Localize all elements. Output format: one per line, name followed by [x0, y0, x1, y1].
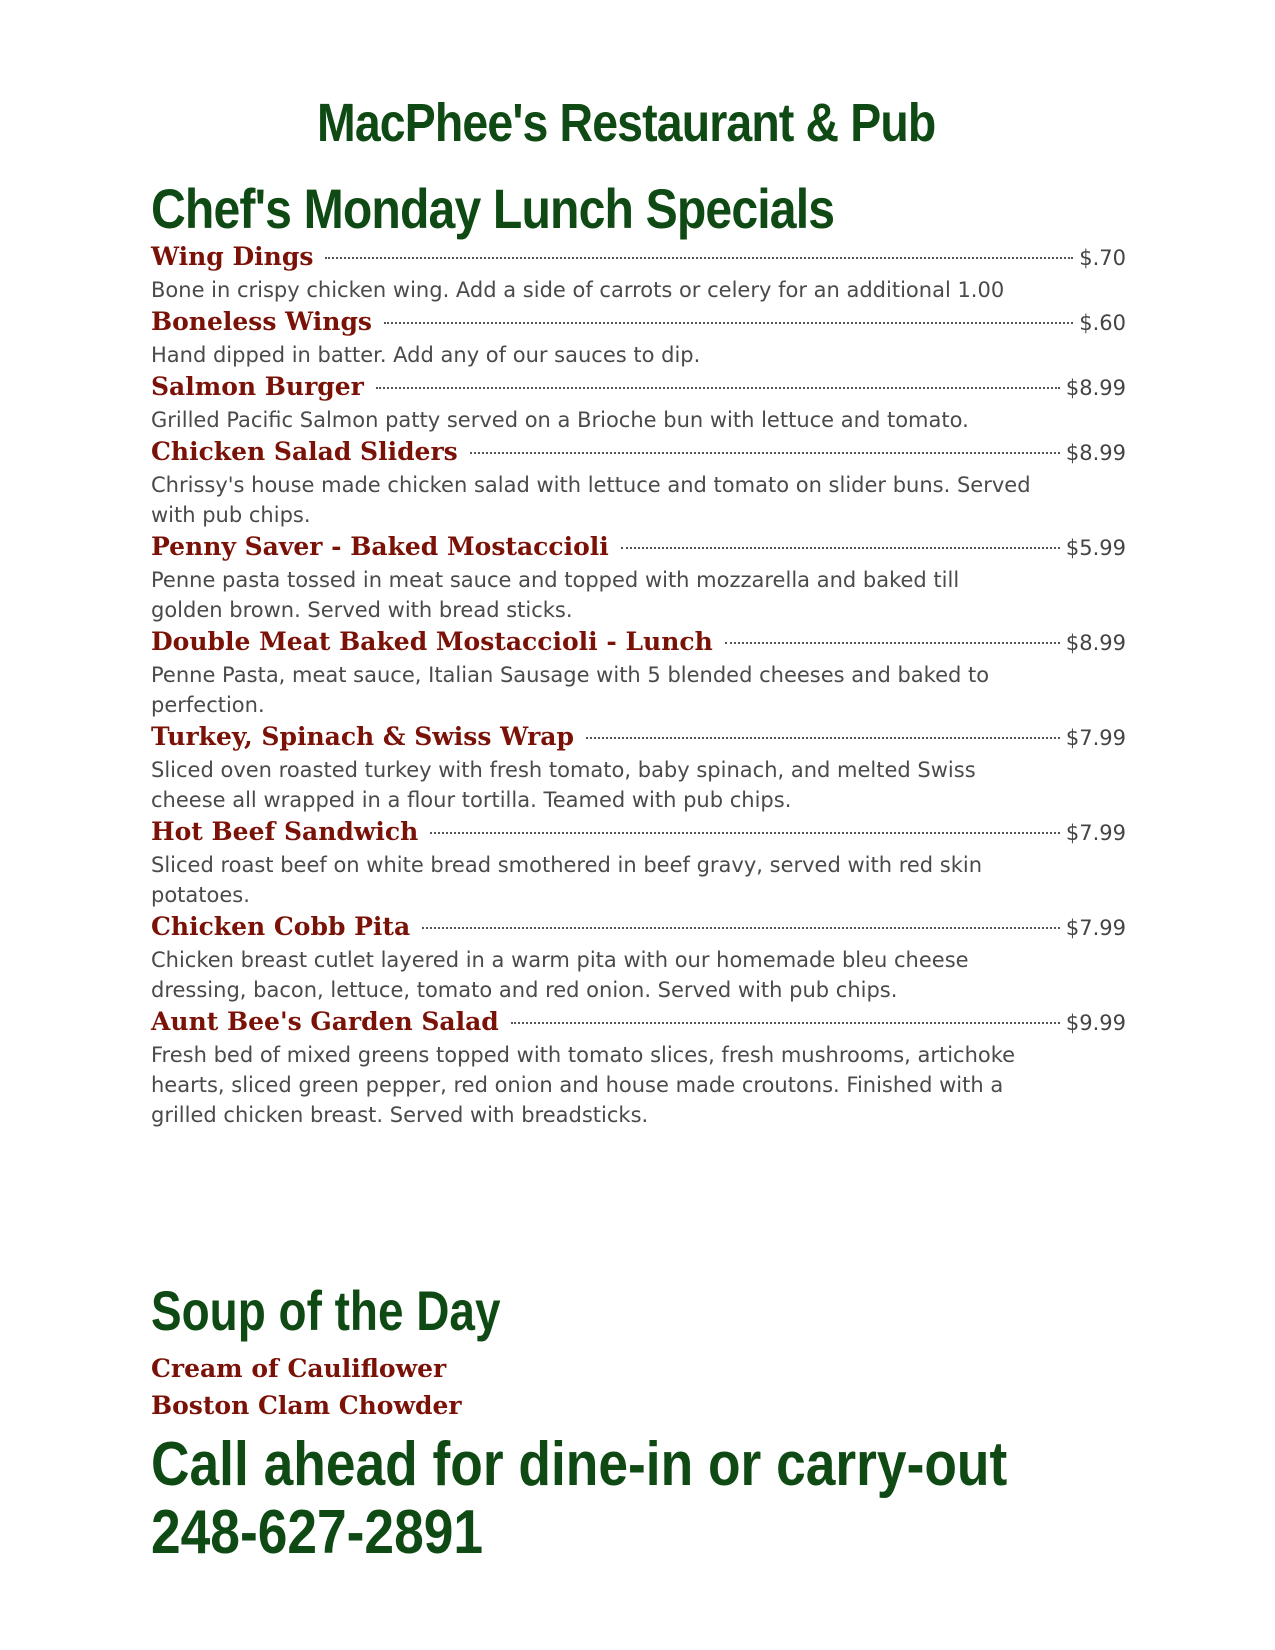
restaurant-name: MacPhee's Restaurant & Pub — [317, 93, 936, 153]
menu-item — [151, 1007, 1126, 1130]
dot-leader — [376, 387, 1060, 389]
dot-leader — [384, 322, 1073, 324]
item-price: $5.99 — [1065, 536, 1126, 560]
item-price: $9.99 — [1065, 1011, 1126, 1035]
menu-item — [151, 372, 1126, 435]
item-price: $8.99 — [1065, 631, 1126, 655]
soup-item: Boston Clam Chowder — [151, 1391, 462, 1420]
item-name: Boneless Wings — [151, 307, 373, 336]
item-price: $7.99 — [1065, 821, 1126, 845]
specials-title: Chef's Monday Lunch Specials — [151, 177, 835, 240]
item-price: $.70 — [1079, 246, 1126, 270]
item-price: $8.99 — [1065, 441, 1126, 465]
dot-leader — [422, 927, 1060, 929]
item-description: Grilled Pacific Salmon patty served on a Brioche bun with lettuce and tomato. — [151, 408, 969, 432]
phone-number: 248-627-2891 — [151, 1498, 484, 1567]
menu-item — [151, 912, 1126, 1005]
item-description: Sliced roast beef on white bread smothered in beef gravy, served with red skin potatoes. — [151, 853, 983, 907]
item-name: Aunt Bee's Garden Salad — [151, 1007, 499, 1036]
soup-list — [151, 1350, 462, 1424]
item-name: Salmon Burger — [151, 372, 364, 401]
dot-leader — [430, 832, 1060, 834]
dot-leader — [586, 737, 1060, 739]
dot-leader — [325, 257, 1073, 259]
item-name: Chicken Salad Sliders — [151, 437, 458, 466]
item-description: Hand dipped in batter. Add any of our sauces to dip. — [151, 343, 701, 367]
item-description: Chicken breast cutlet layered in a warm pita with our homemade bleu cheese dressing, bacon, lettuce, tomato and red onion. Served with pub chips. — [151, 948, 969, 1002]
dot-leader — [621, 547, 1060, 549]
menu-item — [151, 437, 1126, 530]
item-description: Bone in crispy chicken wing. Add a side of carrots or celery for an additional 1.00 — [151, 278, 1005, 302]
item-name: Hot Beef Sandwich — [151, 817, 419, 846]
menu-item — [151, 627, 1126, 720]
menu-item — [151, 242, 1126, 305]
item-name: Chicken Cobb Pita — [151, 912, 411, 941]
item-name: Turkey, Spinach & Swiss Wrap — [151, 722, 574, 751]
item-name: Double Meat Baked Mostaccioli - Lunch — [151, 627, 713, 656]
item-price: $.60 — [1079, 311, 1126, 335]
item-description: Sliced oven roasted turkey with fresh tomato, baby spinach, and melted Swiss cheese all wrapped in a flour tortilla. Teamed with pub chips. — [151, 758, 976, 812]
soup-item: Cream of Cauliflower — [151, 1354, 447, 1383]
menu-item — [151, 722, 1126, 815]
soup-title: Soup of the Day — [151, 1279, 501, 1342]
item-name: Penny Saver - Baked Mostaccioli — [151, 532, 609, 561]
dot-leader — [470, 452, 1060, 454]
call-ahead-text: Call ahead for dine-in or carry-out — [151, 1430, 1008, 1499]
item-price: $7.99 — [1065, 726, 1126, 750]
dot-leader — [725, 642, 1060, 644]
item-description: Penne pasta tossed in meat sauce and topped with mozzarella and baked till golden brown. Served with bread sticks. — [151, 568, 960, 622]
item-price: $8.99 — [1065, 376, 1126, 400]
item-price: $7.99 — [1065, 916, 1126, 940]
item-description: Chrissy's house made chicken salad with lettuce and tomato on slider buns. Served with pub chips. — [151, 473, 1031, 527]
item-description: Fresh bed of mixed greens topped with tomato slices, fresh mushrooms, artichoke hearts, sliced green pepper, red onion and house made croutons. Finished with a grilled chicken breast. Served with breadsticks. — [151, 1043, 1016, 1127]
menu-list — [151, 242, 1126, 1132]
item-description: Penne Pasta, meat sauce, Italian Sausage with 5 blended cheeses and baked to perfection. — [151, 663, 990, 717]
menu-item — [151, 532, 1126, 625]
dot-leader — [511, 1022, 1060, 1024]
item-name: Wing Dings — [151, 242, 314, 271]
menu-item — [151, 307, 1126, 370]
menu-item — [151, 817, 1126, 910]
